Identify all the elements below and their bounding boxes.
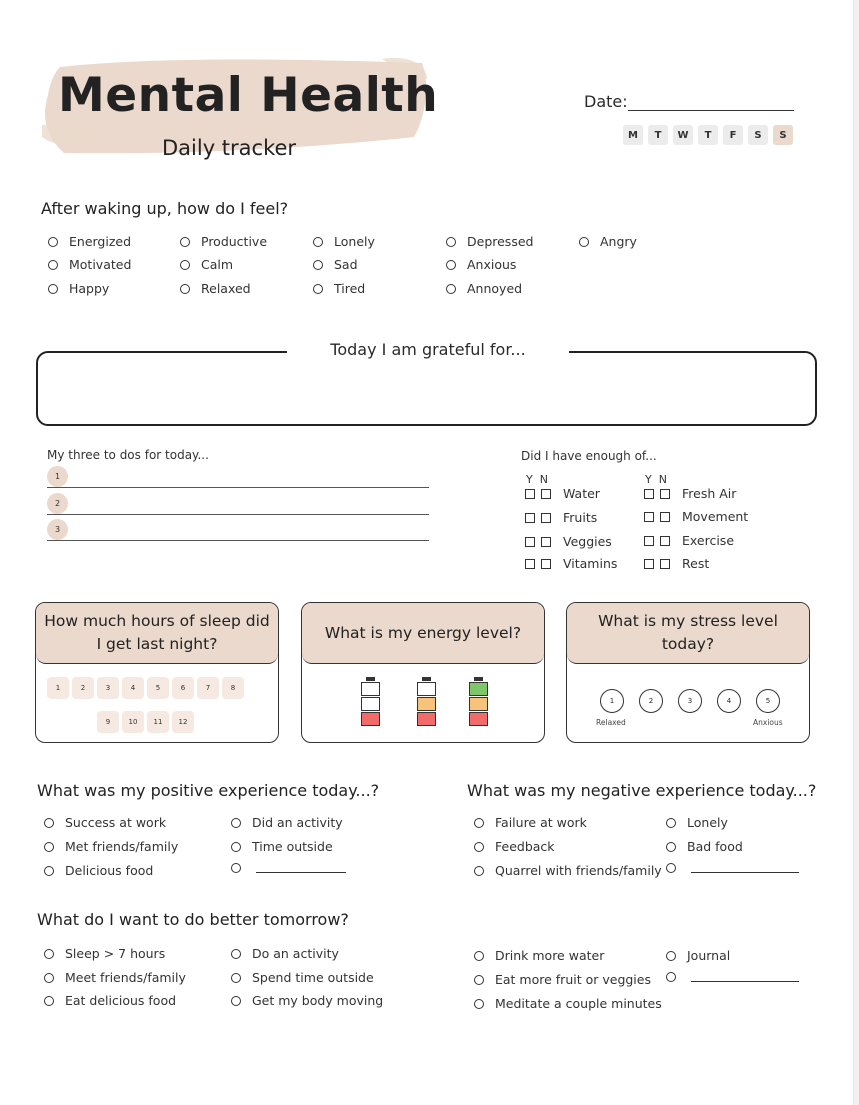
radio-icon <box>231 842 241 852</box>
battery-low[interactable] <box>361 677 380 726</box>
option-label: Angry <box>600 234 637 249</box>
radio-icon <box>231 996 241 1006</box>
radio-icon <box>231 818 241 828</box>
option-label: Relaxed <box>201 281 251 296</box>
option-label: Energized <box>69 234 132 249</box>
date-label: Date: <box>584 92 628 111</box>
day-wednesday[interactable]: W <box>673 125 693 145</box>
better-option[interactable] <box>231 993 383 1008</box>
radio-icon <box>666 951 676 961</box>
option-label: Spend time outside <box>252 970 374 985</box>
radio-icon <box>44 842 54 852</box>
option-label: Eat delicious food <box>65 993 177 1008</box>
date-field[interactable] <box>628 110 794 111</box>
no-checkbox[interactable] <box>660 489 670 499</box>
day-sunday[interactable]: S <box>773 125 793 145</box>
option-label: Depressed <box>467 234 534 249</box>
no-checkbox[interactable] <box>541 559 551 569</box>
enough-label: Did I have enough of... <box>521 449 657 463</box>
sleep-hour[interactable]: 10 <box>122 711 144 733</box>
page-subtitle: Daily tracker <box>162 136 297 160</box>
feel-question: After waking up, how do I feel? <box>41 199 289 218</box>
radio-icon <box>474 975 484 985</box>
radio-icon <box>180 237 190 247</box>
feel-option[interactable] <box>313 257 358 272</box>
todo-number: 2 <box>47 493 68 514</box>
stress-level[interactable]: 3 <box>678 689 702 713</box>
no-checkbox[interactable] <box>660 536 670 546</box>
option-label: Do an activity <box>252 946 339 961</box>
option-label: Sad <box>334 257 358 272</box>
sleep-hour[interactable]: 6 <box>172 677 194 699</box>
energy-question: What is my energy level? <box>302 603 544 664</box>
battery-segment <box>361 712 380 726</box>
sleep-hour[interactable]: 4 <box>122 677 144 699</box>
yes-checkbox[interactable] <box>525 537 535 547</box>
day-thursday[interactable]: T <box>698 125 718 145</box>
battery-segment <box>469 682 488 696</box>
day-friday[interactable]: F <box>723 125 743 145</box>
enough-item <box>525 534 612 549</box>
no-checkbox[interactable] <box>541 489 551 499</box>
positive-other-option[interactable] <box>231 863 346 873</box>
negative-option[interactable] <box>474 863 662 878</box>
radio-icon <box>666 818 676 828</box>
option-label: Productive <box>201 234 268 249</box>
item-label: Fresh Air <box>682 486 737 501</box>
write-in-line[interactable] <box>691 972 799 982</box>
option-label: Annoyed <box>467 281 523 296</box>
feel-option[interactable] <box>446 257 516 272</box>
option-label: Motivated <box>69 257 132 272</box>
battery-segment <box>417 682 436 696</box>
radio-icon <box>44 866 54 876</box>
radio-icon <box>446 260 456 270</box>
better-option[interactable] <box>474 972 651 987</box>
feel-option[interactable] <box>180 257 233 272</box>
yes-no-header: YN <box>526 473 555 486</box>
sleep-hour[interactable]: 3 <box>97 677 119 699</box>
negative-question: What was my negative experience today...? <box>467 781 817 800</box>
todos-label: My three to dos for today... <box>47 448 209 462</box>
weekday-selector <box>623 125 793 145</box>
battery-segment <box>361 682 380 696</box>
radio-icon <box>231 949 241 959</box>
yes-checkbox[interactable] <box>525 513 535 523</box>
stress-question: What is my stress level today? <box>567 603 809 664</box>
option-label: Anxious <box>467 257 517 272</box>
option-label: Time outside <box>252 839 333 854</box>
positive-option[interactable] <box>44 839 178 854</box>
feel-option[interactable] <box>48 257 131 272</box>
sleep-hour[interactable]: 9 <box>97 711 119 733</box>
item-label: Exercise <box>682 533 735 548</box>
radio-icon <box>446 284 456 294</box>
option-label: Meditate a couple minutes <box>495 996 662 1011</box>
enough-item <box>525 556 617 571</box>
positive-option[interactable] <box>44 863 153 878</box>
day-saturday[interactable]: S <box>748 125 768 145</box>
no-checkbox[interactable] <box>541 513 551 523</box>
better-option[interactable] <box>474 948 604 963</box>
sleep-hour[interactable]: 5 <box>147 677 169 699</box>
option-label: Calm <box>201 257 234 272</box>
option-label: Meet friends/family <box>65 970 186 985</box>
yes-checkbox[interactable] <box>644 536 654 546</box>
better-option[interactable] <box>44 970 186 985</box>
option-label: Feedback <box>495 839 555 854</box>
better-option[interactable] <box>474 996 662 1011</box>
feel-option[interactable] <box>313 234 375 249</box>
feel-option[interactable] <box>446 234 533 249</box>
radio-icon <box>44 996 54 1006</box>
todo-number: 3 <box>47 519 68 540</box>
write-in-line[interactable] <box>256 863 346 873</box>
radio-icon <box>231 973 241 983</box>
option-label: Lonely <box>687 815 728 830</box>
feel-option[interactable] <box>180 281 251 296</box>
radio-icon <box>474 842 484 852</box>
sleep-card <box>35 602 279 743</box>
sleep-hour[interactable]: 12 <box>172 711 194 733</box>
negative-option[interactable] <box>666 815 728 830</box>
feel-option[interactable] <box>180 234 267 249</box>
feel-option[interactable] <box>313 281 365 296</box>
option-label: Delicious food <box>65 863 154 878</box>
no-checkbox[interactable] <box>660 559 670 569</box>
radio-icon <box>313 284 323 294</box>
no-checkbox[interactable] <box>541 537 551 547</box>
option-label: Bad food <box>687 839 743 854</box>
better-other-option[interactable] <box>666 972 799 982</box>
radio-icon <box>180 284 190 294</box>
yes-checkbox[interactable] <box>644 489 654 499</box>
radio-icon <box>474 866 484 876</box>
sleep-hour[interactable]: 2 <box>72 677 94 699</box>
grateful-title: Today I am grateful for... <box>287 340 569 359</box>
radio-icon <box>446 237 456 247</box>
yes-checkbox[interactable] <box>525 559 535 569</box>
yes-checkbox[interactable] <box>525 489 535 499</box>
radio-icon <box>48 260 58 270</box>
enough-item <box>644 486 736 501</box>
day-monday[interactable]: M <box>623 125 643 145</box>
battery-cap <box>474 677 483 681</box>
radio-icon <box>474 951 484 961</box>
radio-icon <box>313 237 323 247</box>
positive-option[interactable] <box>231 815 343 830</box>
radio-icon <box>474 818 484 828</box>
option-label: Lonely <box>334 234 375 249</box>
item-label: Movement <box>682 509 749 524</box>
positive-option[interactable] <box>44 815 166 830</box>
better-option[interactable] <box>44 946 165 961</box>
better-option[interactable] <box>44 993 176 1008</box>
todo-number: 1 <box>47 466 68 487</box>
day-tuesday[interactable]: T <box>648 125 668 145</box>
sleep-hour[interactable]: 8 <box>222 677 244 699</box>
energy-card <box>301 602 545 743</box>
option-label: Did an activity <box>252 815 343 830</box>
write-in-line[interactable] <box>691 863 799 873</box>
battery-segment <box>361 697 380 711</box>
enough-item <box>644 533 734 548</box>
radio-icon <box>579 237 589 247</box>
item-label: Fruits <box>563 510 598 525</box>
radio-icon <box>44 949 54 959</box>
option-label: Eat more fruit or veggies <box>495 972 651 987</box>
item-label: Veggies <box>563 534 612 549</box>
stress-level[interactable]: 1 <box>600 689 624 713</box>
better-question: What do I want to do better tomorrow? <box>37 910 349 929</box>
sleep-hour[interactable]: 1 <box>47 677 69 699</box>
negative-option[interactable] <box>666 839 743 854</box>
positive-question: What was my positive experience today...? <box>37 781 380 800</box>
battery-high[interactable] <box>469 677 488 726</box>
better-option[interactable] <box>231 946 339 961</box>
radio-icon <box>44 818 54 828</box>
radio-icon <box>313 260 323 270</box>
radio-icon <box>180 260 190 270</box>
battery-medium[interactable] <box>417 677 436 726</box>
option-label: Happy <box>69 281 110 296</box>
no-checkbox[interactable] <box>660 512 670 522</box>
battery-segment <box>417 712 436 726</box>
stress-level[interactable]: 2 <box>639 689 663 713</box>
radio-icon <box>48 284 58 294</box>
stress-level[interactable]: 4 <box>717 689 741 713</box>
option-label: Met friends/family <box>65 839 179 854</box>
feel-option[interactable] <box>446 281 522 296</box>
stress-level[interactable]: 5 <box>756 689 780 713</box>
feel-option[interactable] <box>48 234 131 249</box>
radio-icon <box>44 973 54 983</box>
enough-item <box>525 510 597 525</box>
option-label: Get my body moving <box>252 993 384 1008</box>
enough-item <box>644 509 748 524</box>
item-label: Rest <box>682 556 710 571</box>
enough-item <box>525 486 600 501</box>
option-label: Journal <box>687 948 731 963</box>
negative-other-option[interactable] <box>666 863 799 873</box>
todo-line[interactable] <box>47 466 429 488</box>
item-label: Vitamins <box>563 556 618 571</box>
radio-icon <box>666 863 676 873</box>
option-label: Sleep > 7 hours <box>65 946 166 961</box>
grateful-textbox[interactable] <box>36 351 817 426</box>
item-label: Water <box>563 486 600 501</box>
page-edge <box>853 0 859 1105</box>
battery-cap <box>422 677 431 681</box>
stress-card <box>566 602 810 743</box>
option-label: Drink more water <box>495 948 605 963</box>
battery-segment <box>469 697 488 711</box>
yes-checkbox[interactable] <box>644 512 654 522</box>
battery-segment <box>417 697 436 711</box>
todo-line[interactable] <box>47 519 429 541</box>
option-label: Failure at work <box>495 815 587 830</box>
radio-icon <box>231 863 241 873</box>
positive-option[interactable] <box>231 839 333 854</box>
stress-high-label: Anxious <box>753 718 783 727</box>
sleep-question: How much hours of sleep did I get last night? <box>36 603 278 664</box>
radio-icon <box>48 237 58 247</box>
yes-checkbox[interactable] <box>644 559 654 569</box>
negative-option[interactable] <box>474 815 587 830</box>
stress-low-label: Relaxed <box>596 718 626 727</box>
enough-item <box>644 556 709 571</box>
sleep-hour[interactable]: 11 <box>147 711 169 733</box>
negative-option[interactable] <box>474 839 555 854</box>
better-option[interactable] <box>666 948 730 963</box>
feel-option[interactable] <box>48 281 109 296</box>
feel-option[interactable] <box>579 234 637 249</box>
battery-segment <box>469 712 488 726</box>
yes-no-header: YN <box>645 473 674 486</box>
radio-icon <box>666 972 676 982</box>
battery-cap <box>366 677 375 681</box>
radio-icon <box>666 842 676 852</box>
option-label: Tired <box>334 281 366 296</box>
radio-icon <box>474 999 484 1009</box>
better-option[interactable] <box>231 970 374 985</box>
sleep-hour[interactable]: 7 <box>197 677 219 699</box>
page-title: Mental Health <box>58 68 439 123</box>
todo-line[interactable] <box>47 493 429 515</box>
option-label: Quarrel with friends/family <box>495 863 662 878</box>
option-label: Success at work <box>65 815 167 830</box>
